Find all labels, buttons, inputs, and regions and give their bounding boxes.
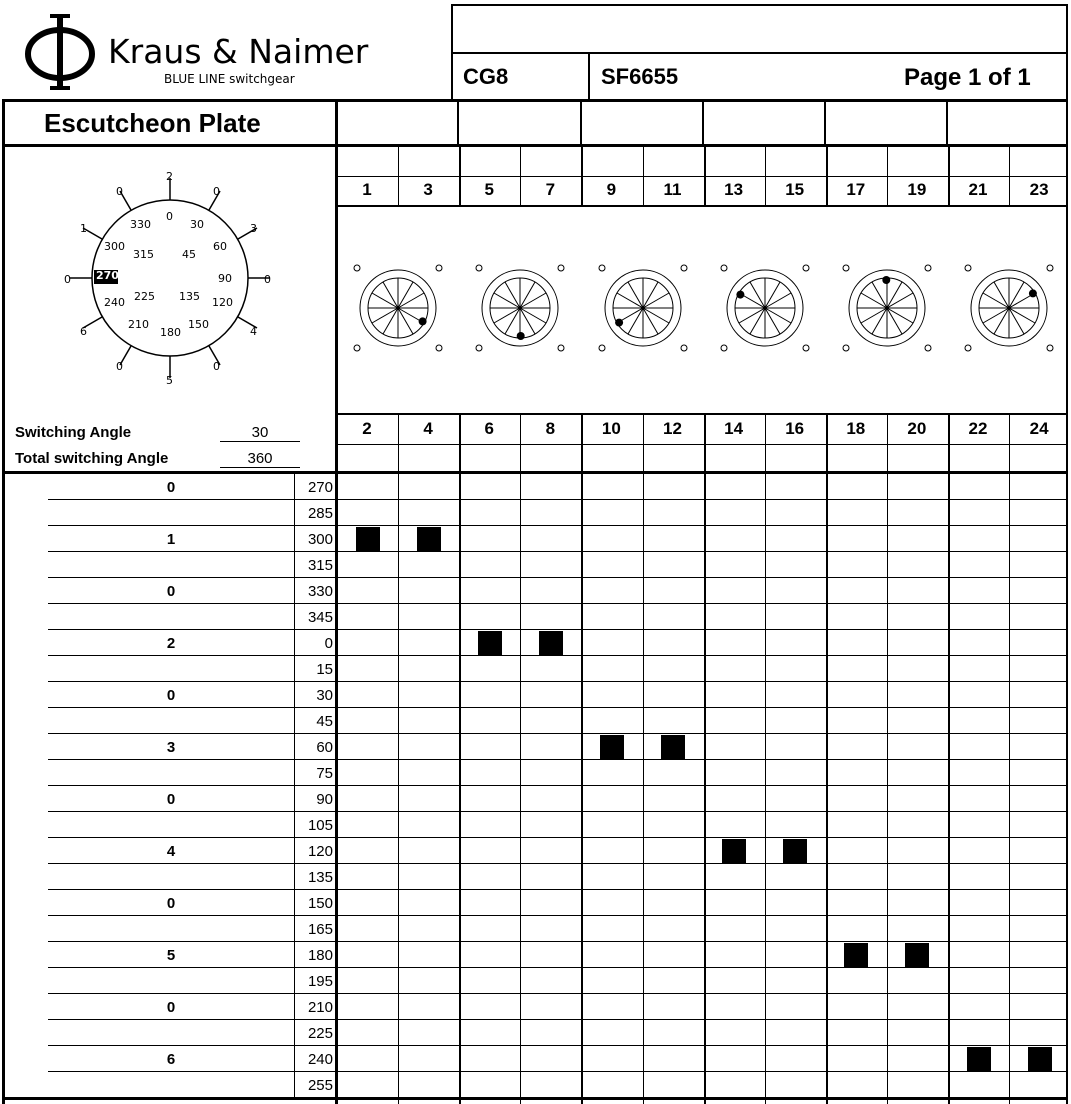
- model-code: CG8: [463, 64, 509, 89]
- table-angle: 300: [307, 531, 333, 548]
- table-angle: 60: [316, 739, 333, 756]
- dial-angle: 315: [133, 248, 154, 261]
- contact-number-bottom: 2: [362, 419, 372, 438]
- contact-number-top: 3: [423, 180, 433, 199]
- table-position: 0: [166, 999, 176, 1016]
- row-divider: [48, 525, 1067, 526]
- divider-line: [337, 413, 1067, 415]
- column-divider: [459, 474, 461, 1104]
- column-divider: [643, 474, 644, 1104]
- brand-name: Kraus & Naimer: [108, 32, 369, 71]
- table-position: 6: [166, 1051, 176, 1068]
- dial-angle: 330: [130, 218, 151, 231]
- row-divider: [48, 629, 1067, 630]
- dial-angle: 300: [104, 240, 125, 253]
- divider-line: [337, 471, 1067, 474]
- closed-contact-mark: [844, 943, 868, 967]
- contact-deck-icon: [465, 258, 575, 358]
- section-title: Escutcheon Plate: [44, 108, 261, 138]
- dial-angle: 180: [160, 326, 181, 339]
- divider-line: [337, 444, 1067, 445]
- contact-number-top: 13: [724, 180, 744, 199]
- column-divider: [581, 474, 583, 1104]
- table-angle: 150: [307, 895, 333, 912]
- row-divider: [48, 655, 1067, 656]
- table-position: 0: [166, 687, 176, 704]
- table-position: 1: [166, 531, 176, 548]
- closed-contact-mark: [600, 735, 624, 759]
- total-angle-value: 360: [220, 450, 300, 468]
- contact-number-top: 23: [1029, 180, 1049, 199]
- dial-angle: 150: [188, 318, 209, 331]
- contact-deck-icon: [343, 258, 453, 358]
- dial-label: 2: [166, 170, 173, 183]
- table-angle: 15: [316, 661, 333, 678]
- total-angle-label: Total switching Angle: [15, 450, 169, 467]
- dial-label: 3: [250, 222, 257, 235]
- closed-contact-mark: [356, 527, 380, 551]
- contact-number-top: 17: [846, 180, 866, 199]
- dial-angle: 0: [166, 210, 173, 223]
- column-divider: [826, 474, 828, 1104]
- table-angle: 315: [307, 557, 333, 574]
- dial-label: 0: [264, 273, 271, 286]
- table-angle: 345: [307, 609, 333, 626]
- table-angle: 330: [307, 583, 333, 600]
- column-divider: [520, 474, 521, 1104]
- column-divider: [948, 474, 950, 1104]
- row-divider: [48, 551, 1067, 552]
- row-divider: [48, 681, 1067, 682]
- column-divider: [765, 474, 766, 1104]
- closed-contact-mark: [417, 527, 441, 551]
- closed-contact-mark: [905, 943, 929, 967]
- table-angle: 90: [316, 791, 333, 808]
- dial-angle: 210: [128, 318, 149, 331]
- row-divider: [48, 863, 1067, 864]
- dial-label: 0: [116, 185, 123, 198]
- table-angle: 225: [307, 1025, 333, 1042]
- contact-number-top: 1: [362, 180, 372, 199]
- dial-angle: 45: [182, 248, 196, 261]
- dial-label: 0: [213, 360, 220, 373]
- table-angle: 165: [307, 921, 333, 938]
- dial-angle: 30: [190, 218, 204, 231]
- table-position: 0: [166, 895, 176, 912]
- table-angle: 0: [324, 635, 333, 652]
- row-divider: [48, 941, 1067, 942]
- contact-number-bottom: 16: [785, 419, 805, 438]
- dial-label: 4: [250, 325, 257, 338]
- contact-number-top: 11: [663, 180, 682, 199]
- contact-deck-icon: [832, 258, 942, 358]
- row-divider: [48, 785, 1067, 786]
- table-angle: 240: [307, 1051, 333, 1068]
- table-position: 0: [166, 583, 176, 600]
- contact-deck-icon: [954, 258, 1064, 358]
- article-code: SF6655: [601, 64, 679, 89]
- table-position: 2: [166, 635, 176, 652]
- dial-angle: 225: [134, 290, 155, 303]
- contact-number-top: 15: [785, 180, 805, 199]
- row-divider: [48, 1045, 1067, 1046]
- dial-label: 1: [80, 222, 87, 235]
- row-divider: [48, 707, 1067, 708]
- table-position: 3: [166, 739, 176, 756]
- contact-number-bottom: 4: [423, 419, 433, 438]
- row-divider: [48, 499, 1067, 500]
- dial-label: 0: [64, 273, 71, 286]
- table-angle: 180: [307, 947, 333, 964]
- contact-number-bottom: 14: [724, 419, 744, 438]
- logo: [24, 12, 444, 92]
- row-divider: [48, 967, 1067, 968]
- switching-angle-label: Switching Angle: [15, 424, 132, 441]
- row-divider: [48, 577, 1067, 578]
- dial-label: 5: [166, 374, 173, 387]
- table-angle: 135: [307, 869, 333, 886]
- contact-deck-icon: [588, 258, 698, 358]
- dial-angle: 60: [213, 240, 227, 253]
- row-divider: [48, 915, 1067, 916]
- row-divider: [48, 811, 1067, 812]
- table-angle: 45: [316, 713, 333, 730]
- row-divider: [48, 1019, 1067, 1020]
- table-position: 4: [166, 843, 176, 860]
- table-position: 5: [166, 947, 176, 964]
- contact-number-top: 9: [606, 180, 617, 199]
- row-divider: [48, 759, 1067, 760]
- header-top-box: [451, 4, 1068, 54]
- dial-angle: 90: [218, 272, 232, 285]
- contact-deck-icon: [710, 258, 820, 358]
- contact-number-top: 19: [907, 180, 927, 199]
- table-angle: 270: [307, 479, 333, 496]
- dial-angle: 135: [179, 290, 200, 303]
- contact-number-top: 5: [484, 180, 494, 199]
- contact-number-bottom: 24: [1029, 419, 1049, 438]
- divider-line: [337, 176, 1067, 177]
- table-angle: 210: [307, 999, 333, 1016]
- dial-label: 6: [80, 325, 87, 338]
- contact-number-top: 7: [545, 180, 556, 199]
- dial-angle: 120: [212, 296, 233, 309]
- contact-number-bottom: 6: [484, 419, 494, 438]
- brand-subtitle: BLUE LINE switchgear: [164, 72, 295, 86]
- closed-contact-mark: [783, 839, 807, 863]
- table-angle: 105: [307, 817, 333, 834]
- closed-contact-mark: [967, 1047, 991, 1071]
- row-divider: [48, 733, 1067, 734]
- contact-number-bottom: 8: [545, 419, 556, 438]
- closed-contact-mark: [1028, 1047, 1052, 1071]
- divider-line: [2, 471, 337, 474]
- table-angle: 75: [316, 765, 333, 782]
- contact-number-bottom: 12: [663, 419, 682, 438]
- table-angle: 120: [307, 843, 333, 860]
- table-position: 0: [166, 479, 176, 496]
- table-angle: 30: [316, 687, 333, 704]
- row-divider: [48, 603, 1067, 604]
- column-divider: [398, 474, 399, 1104]
- angle-column-divider: [294, 474, 295, 1098]
- row-divider: [48, 993, 1067, 994]
- contact-number-bottom: 22: [968, 419, 988, 438]
- row-divider: [48, 837, 1067, 838]
- contact-number-bottom: 10: [601, 419, 621, 438]
- table-angle: 195: [307, 973, 333, 990]
- table-position: 0: [166, 791, 176, 808]
- closed-contact-mark: [661, 735, 685, 759]
- closed-contact-mark: [539, 631, 563, 655]
- contact-number-bottom: 20: [907, 419, 927, 438]
- dial-label: 0: [116, 360, 123, 373]
- column-divider: [887, 474, 888, 1104]
- contact-number-top: 21: [968, 180, 988, 199]
- table-angle: 255: [307, 1077, 333, 1094]
- closed-contact-mark: [478, 631, 502, 655]
- divider-line: [337, 205, 1067, 207]
- closed-contact-mark: [722, 839, 746, 863]
- dial-angle: 240: [104, 296, 125, 309]
- dial-angle: 270: [96, 269, 119, 282]
- switching-angle-value: 30: [220, 424, 300, 442]
- column-divider: [1009, 474, 1010, 1104]
- page-number: Page 1 of 1: [904, 64, 1031, 91]
- row-divider: [48, 1071, 1067, 1072]
- row-divider: [48, 889, 1067, 890]
- column-divider: [704, 474, 706, 1104]
- phi-logo-icon: [24, 12, 100, 92]
- contact-number-bottom: 18: [846, 419, 866, 438]
- dial-label: 0: [213, 185, 220, 198]
- table-angle: 285: [307, 505, 333, 522]
- table-bottom: [2, 1097, 1068, 1100]
